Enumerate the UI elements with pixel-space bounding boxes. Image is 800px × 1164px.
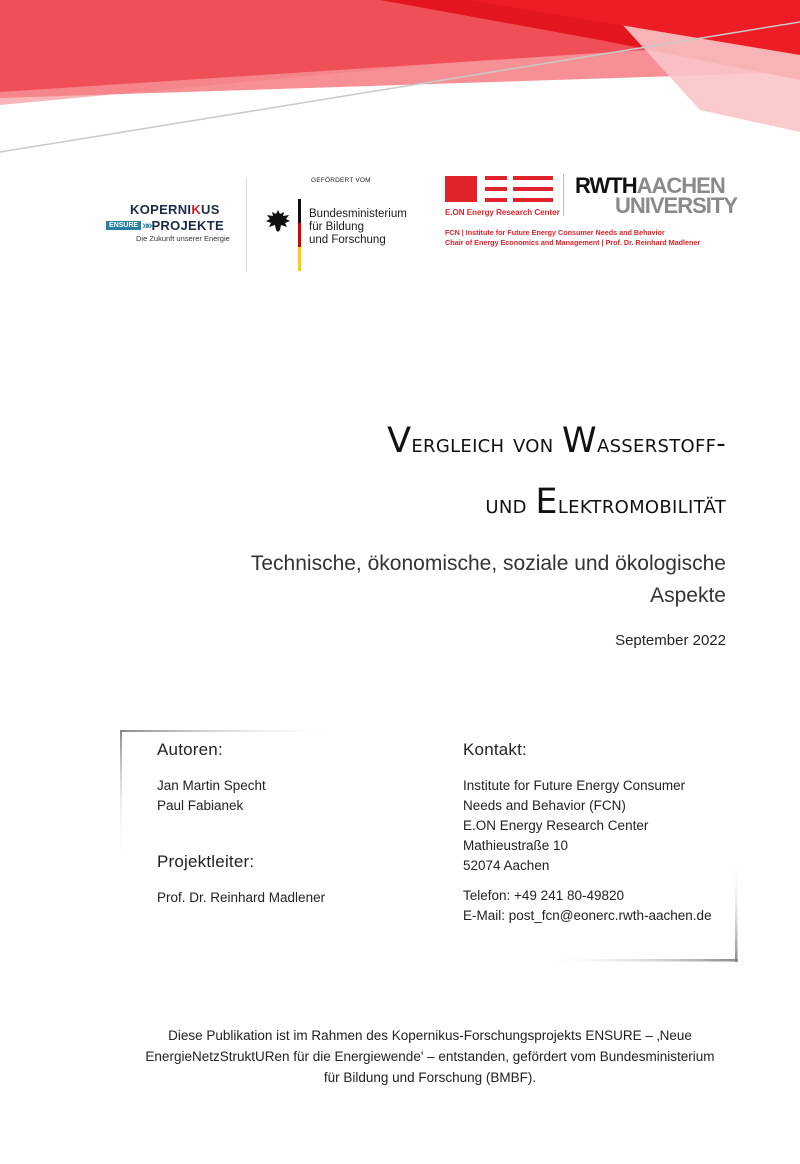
eon-rwth-logo <box>445 174 745 274</box>
subtitle-line: Technische, ökonomische, soziale und ökologische <box>250 552 726 575</box>
title-line-1 <box>126 412 726 473</box>
kop-projekte: PROJEKTE <box>151 218 224 233</box>
eon-divider <box>563 174 564 216</box>
contact-heading: Kontakt: <box>463 740 527 759</box>
author-name: Paul Fabianek <box>157 798 244 813</box>
ensure-badge: ENSURE <box>106 221 141 230</box>
funding-note-line: Diese Publikation ist im Rahmen des Kopernikus-Forschungsprojekts ENSURE – ‚Neue <box>168 1028 692 1043</box>
contact-details <box>463 886 753 926</box>
kopernikus-wordmark <box>106 202 246 217</box>
rwth-dark: RWTH <box>575 173 637 198</box>
fcn-line: FCN | Institute for Future Energy Consumer Needs and Behavior <box>445 228 665 237</box>
publication-date: September 2022 <box>615 632 726 649</box>
fcn-line: Chair of Energy Economics and Management | Prof. Dr. Reinhard Madlener <box>445 238 701 247</box>
kop-text-c: US <box>201 202 220 217</box>
eagle-icon <box>265 208 291 234</box>
bmbf-name-line: und Forschung <box>309 234 386 246</box>
address-line: Needs and Behavior (FCN) <box>463 798 626 813</box>
authors-column <box>157 740 417 908</box>
arrows-icon: »» <box>142 219 151 232</box>
kop-text-b: K <box>191 202 202 217</box>
kop-tagline: Die Zukunft unserer Energie <box>136 234 230 243</box>
german-flag-stripe <box>298 199 301 271</box>
address-line: Mathieustraße 10 <box>463 838 569 853</box>
title-text: ergleich von <box>411 429 563 459</box>
title-cap: W <box>562 421 597 461</box>
kop-row <box>106 218 246 233</box>
project-lead-heading: Projektleiter: <box>157 852 255 871</box>
logo-divider <box>246 178 247 272</box>
title-cap: E <box>535 482 558 522</box>
bmbf-name-line: Bundesministerium <box>309 208 407 220</box>
funding-note <box>100 1025 760 1088</box>
bmbf-supported-by: GEFÖRDERT VOM <box>311 177 371 184</box>
title-line-2 <box>126 473 726 534</box>
subtitle <box>126 548 726 612</box>
address-line: Institute for Future Energy Consumer <box>463 778 686 793</box>
contact-email[interactable]: E-Mail: post_fcn@eonerc.rwth-aachen.de <box>463 908 712 923</box>
authors-list <box>157 776 417 816</box>
author-name: Jan Martin Specht <box>157 778 266 793</box>
logo-row <box>0 170 800 280</box>
header-decoration <box>0 0 800 170</box>
title-text: lektromobilität <box>557 490 726 520</box>
title-text: und <box>485 490 536 520</box>
authors-heading: Autoren: <box>157 740 223 759</box>
rwth-university: UNIVERSITY <box>615 193 738 218</box>
contact-address <box>463 776 753 876</box>
eon-red-block <box>445 176 477 202</box>
project-lead <box>157 888 417 908</box>
subtitle-line: Aspekte <box>650 584 726 607</box>
kopernikus-logo <box>106 202 246 243</box>
address-line: 52074 Aachen <box>463 858 550 873</box>
contact-column <box>463 740 753 926</box>
bmbf-name-line: für Bildung <box>309 221 364 233</box>
bmbf-logo <box>262 175 432 275</box>
title-block <box>126 412 726 649</box>
title-cap: V <box>387 421 412 461</box>
eon-label: E.ON Energy Research Center <box>445 208 560 217</box>
title-text: asserstoff- <box>596 429 726 459</box>
funding-note-line: EnergieNetzStruktURen für die Energiewende' – entstanden, gefördert vom Bundesministerium <box>145 1049 715 1064</box>
kop-text-a: KOPERNI <box>130 202 192 217</box>
bmbf-name <box>309 208 407 247</box>
funding-note-line: für Bildung und Forschung (BMBF). <box>323 1070 537 1085</box>
project-lead-name: Prof. Dr. Reinhard Madlener <box>157 890 326 905</box>
fcn-lines <box>445 228 700 248</box>
eon-bars-icon <box>485 176 553 202</box>
rwth-grey: AACHEN <box>636 173 725 198</box>
contact-phone: Telefon: +49 241 80-49820 <box>463 888 625 903</box>
address-line: E.ON Energy Research Center <box>463 818 649 833</box>
